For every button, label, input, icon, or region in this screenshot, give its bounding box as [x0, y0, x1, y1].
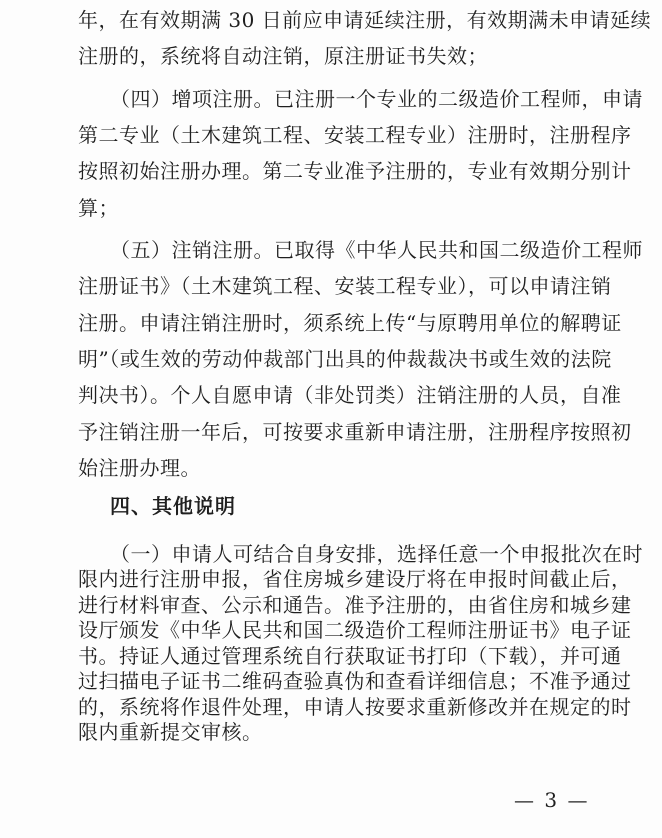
paragraph-line: 的，系统将作退件处理，申请人按要求重新修改并在规定的时	[78, 695, 632, 719]
paragraph-line: （五）注销注册。已取得《中华人民共和国二级造价工程师	[110, 238, 643, 262]
paragraph-line: 注册的，系统将自动注销，原注册证书失效；	[78, 44, 488, 68]
paragraph-line: 过扫描电子证书二维码查验真伪和查看详细信息；不准予通过	[78, 669, 632, 693]
paragraph-line: 第二专业（土木建筑工程、安装工程专业）注册时，注册程序	[78, 123, 632, 147]
paragraph-line: 予注销注册一年后，可按要求重新申请注册，注册程序按照初	[78, 420, 632, 444]
paragraph-line: （一）申请人可结合自身安排，选择任意一个申报批次在时	[110, 542, 643, 566]
paragraph-line: 算；	[78, 196, 119, 220]
paragraph-line: 限内进行注册申报，省住房城乡建设厅将在申报时间截止后，	[78, 567, 632, 591]
paragraph-line: 明”（或生效的劳动仲裁部门出具的仲裁裁决书或生效的法院	[78, 347, 612, 371]
section-heading: 四、其他说明	[110, 494, 236, 518]
paragraph-line: 设厅颁发《中华人民共和国二级造价工程师注册证书》电子证	[78, 618, 632, 642]
paragraph-line: 注册证书》（土木建筑工程、安装工程专业），可以申请注销	[78, 274, 612, 298]
paragraph-line: 限内重新提交审核。	[78, 720, 263, 744]
paragraph-line: 按照初始注册办理。第二专业准予注册的，专业有效期分别计	[78, 159, 632, 183]
paragraph-line: 注册。申请注销注册时，须系统上传“与原聘用单位的解聘证	[78, 311, 622, 335]
paragraph-line: （四）增项注册。已注册一个专业的二级造价工程师，申请	[110, 87, 643, 111]
paragraph-line: 始注册办理。	[78, 456, 201, 480]
paragraph-line: 判决书）。个人自愿申请（非处罚类）注销注册的人员，自准	[78, 383, 622, 407]
paragraph-line: 书。持证人通过管理系统自行获取证书打印（下载），并可通	[78, 644, 622, 668]
page-number: — 3 —	[514, 788, 590, 812]
paragraph-line: 年，在有效期满 30 日前应申请延续注册，有效期满未申请延续	[78, 8, 652, 32]
paragraph-line: 进行材料审查、公示和通告。准予注册的，由省住房和城乡建	[78, 593, 632, 617]
